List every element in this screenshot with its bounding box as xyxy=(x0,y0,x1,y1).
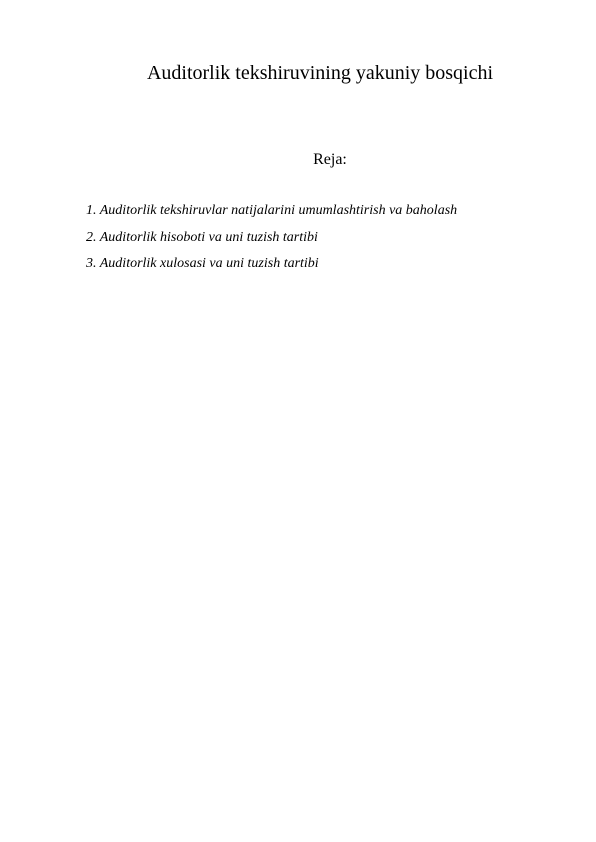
plan-list xyxy=(86,202,457,282)
plan-item: 1. Auditorlik tekshiruvlar natijalarini umumlashtirish va baholash xyxy=(86,203,458,218)
document-title: Auditorlik tekshiruvining yakuniy bosqichi xyxy=(146,62,494,84)
plan-item: 3. Auditorlik xulosasi va uni tuzish tartibi xyxy=(86,256,319,271)
plan-item: 2. Auditorlik hisoboti va uni tuzish tartibi xyxy=(86,229,318,245)
plan-heading: Reja: xyxy=(313,151,347,168)
